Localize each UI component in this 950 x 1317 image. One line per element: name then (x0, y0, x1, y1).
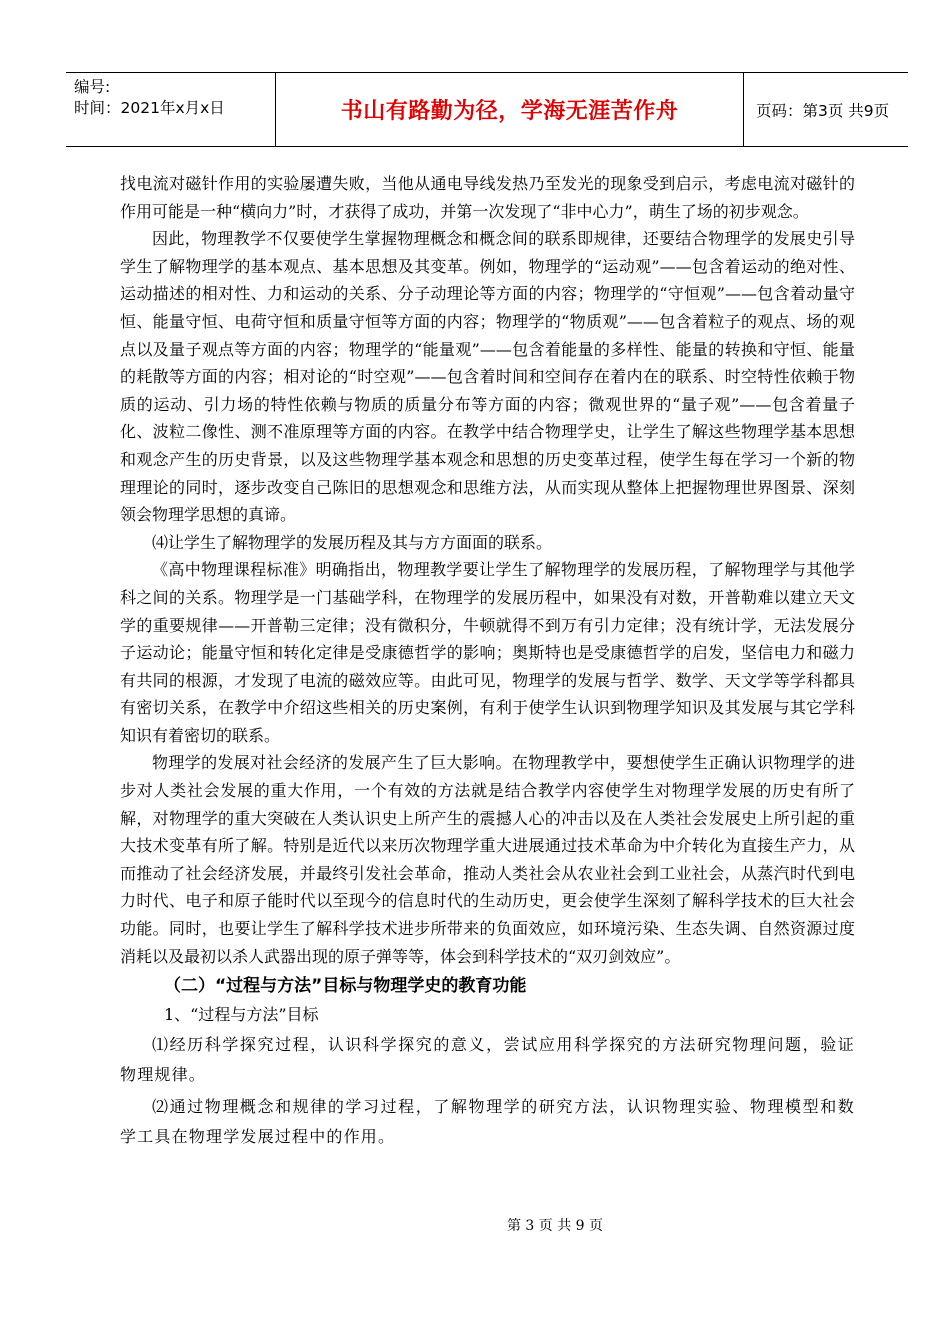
list-item-2: ⑵通过物理概念和规律的学习过程，了解物理学的研究方法，认识物理实验、物理模型和数学工具在物理学发展过程中的作用。 (120, 1097, 855, 1147)
header-meta-cell (66, 73, 276, 146)
paragraph-5: 物理学的发展对社会经济的发展产生了巨大影响。在物理教学中，要想使学生正确认识物理学的进步对人类社会发展的重大作用，一个有效的方法就是结合教学内容使学生对物理学发展的历史有所了解，对物理学的重大突破在人类认识史上所产生的震撼人心的冲击以及在人类社会发展史上所引起的重大技术变革有所了解。特别是近代以来历次物理学重大进展通过技术革命为中介转化为直接生产力，从而推动了社会经济发展，并最终引发社会革命，推动人类社会从农业社会到工业社会，从蒸汽时代到电力时代、电子和原子能时代以至现今的信息时代的生动历史，更会使学生深刻了解科学技术的巨大社会功能。同时，也要让学生了解科学技术进步所带来的负面效应，如环境污染、生态失调、自然资源过度消耗以及最初以杀人武器出现的原子弹等等，体会到科学技术的“双刃剑效应”。 (120, 753, 855, 966)
serial-label: 编号: (74, 78, 111, 96)
motto-text: 书山有路勤为径，学海无涯苦作舟 (340, 99, 679, 124)
section-heading: （二）“过程与方法”目标与物理学史的教育功能 (164, 976, 527, 997)
header-page-cell (744, 73, 908, 146)
paragraph-3: ⑷让学生了解物理学的发展历程及其与方方面面的联系。 (152, 532, 553, 552)
page-footer: 第 3 页 共 9 页 (506, 1218, 604, 1234)
page-info: 页码：第3页 共9页 (756, 101, 890, 120)
header-table (66, 72, 908, 147)
paragraph-1: 找电流对磁针作用的实验屡遭失败，当他从通电导线发热乃至发光的现象受到启示，考虑电流对磁针的作用可能是一种“横向力”时，才获得了成功，并第一次发现了“非中心力”，萌生了场的初步观念。 (120, 174, 855, 221)
header-motto-cell (276, 73, 744, 146)
subsection-heading: 1、“过程与方法”目标 (164, 1005, 319, 1025)
paragraph-4: 《高中物理课程标准》明确指出，物理教学要让学生了解物理学的发展历程，了解物理学与其他学科之间的关系。物理学是一门基础学科，在物理学的发展历程中，如果没有对数，开普勒难以建立天文学的重要规律——开普勒三定律；没有微积分，牛顿就得不到万有引力定律；没有统计学，无法发展分子运动论；能量守恒和转化定律是受康德哲学的影响；奥斯特也是受康德哲学的启发，坚信电力和磁力有共同的根源，才发现了电流的磁效应等。由此可见，物理学的发展与哲学、数学、天文学等学科都具有密切关系，在教学中介绍这些相关的历史案例，有利于使学生认识到物理学知识及其发展与其它学科知识有着密切的联系。 (120, 560, 855, 745)
list-item-1: ⑴经历科学探究过程，认识科学探究的意义，尝试应用科学探究的方法研究物理问题，验证物理规律。 (120, 1035, 855, 1085)
document-body (120, 170, 855, 1152)
time-label: 时间：2021年x月x日 (74, 99, 225, 117)
paragraph-2: 因此，物理教学不仅要使学生掌握物理概念和概念间的联系即规律，还要结合物理学的发展史引导学生了解物理学的基本观点、基本思想及其变革。例如，物理学的“运动观”——包含着运动的绝对性、运动描述的相对性、力和运动的关系、分子动理论等方面的内容；物理学的“守恒观”——包含着动量守恒、能量守恒、电荷守恒和质量守恒等方面的内容；物理学的“物质观”——包含着粒子的观点、场的观点以及量子观点等方面的内容；物理学的“能量观”——包含着能量的多样性、能量的转换和守恒、能量的耗散等方面的内容；相对论的“时空观”——包含着时间和空间存在着内在的联系、时空特性依赖于物质的运动、引力场的特性依赖与物质的质量分布等方面的内容；微观世界的“量子观”——包含着量子化、波粒二像性、测不准原理等方面的内容。在教学中结合物理学史，让学生了解这些物理学基本思想和观念产生的历史背景，以及这些物理学基本观念和思想的历史变革过程，使学生每在学习一个新的物理理论的同时，逐步改变自己陈旧的思想观念和思维方法，从而实现从整体上把握物理世界图景、深刻领会物理学思想的真谛。 (120, 229, 855, 525)
